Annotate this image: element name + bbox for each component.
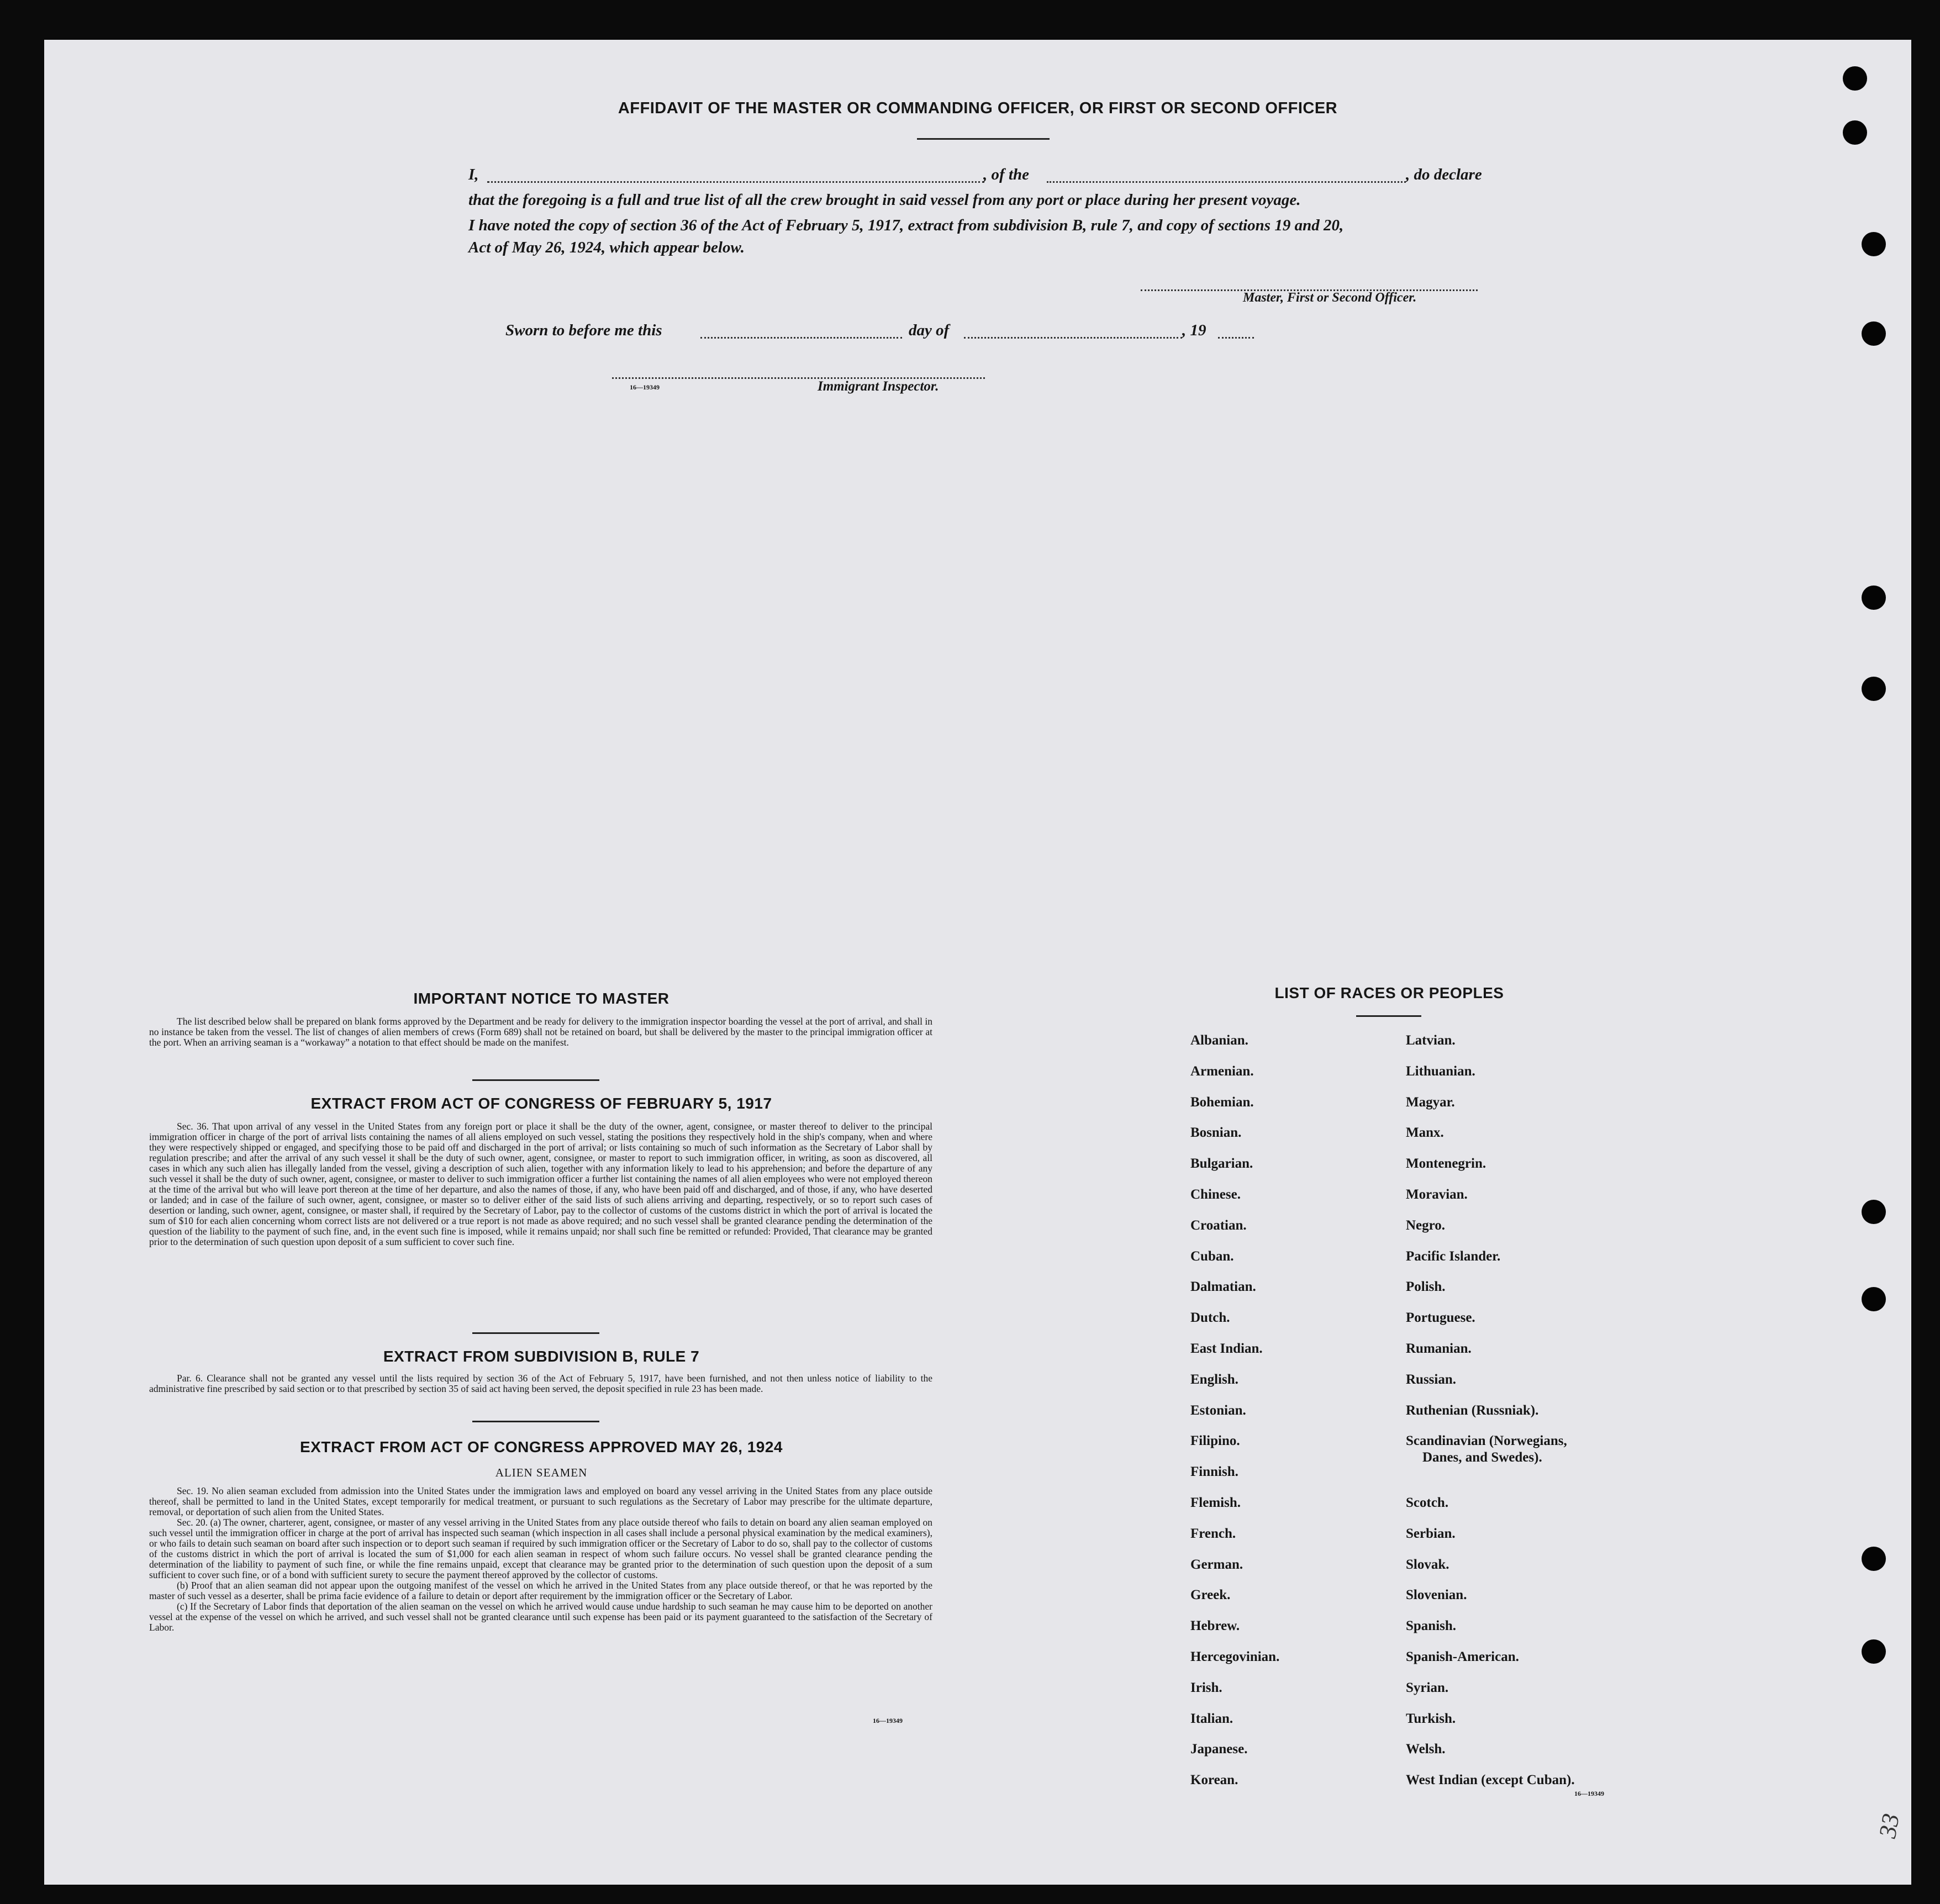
race-item: Pacific Islander. [1406,1248,1501,1264]
extract-1917-title: EXTRACT FROM ACT OF CONGRESS OF FEBRUARY 5, 1917 [310,1095,772,1112]
race-item: French. [1190,1526,1236,1541]
race-item: Flemish. [1190,1495,1241,1510]
race-item: Spanish. [1406,1618,1457,1634]
sec-19-text: Sec. 19. No alien seaman excluded from admission into the United States under the immigration laws and employed on board any vessel arriving in the United States from any place outside thereof, shall be permitted to land in the United States, except temporarily for medical treatment, or pursuant to such regulations as the Secretary of Labor may prescribe for the ultimate departure, removal, or deportation of such alien from the United States. [149,1485,932,1517]
race-item: Hebrew. [1190,1618,1240,1634]
race-item: Spanish-American. [1406,1649,1519,1664]
races-title: LIST OF RACES OR PEOPLES [1274,984,1504,1001]
extract-1917-body: Sec. 36. That upon arrival of any vessel in the United States from any foreign port or place it shall be the duty of the owner, agent, consignee, or master thereof to deliver to the principal immigration officer in charge of the port of arrival lists containing the names of all aliens employed on such vessel, stating the positions they respectively hold in the ship's company, when and where they were respectively shipped or engaged, and specifying those to be paid off and discharged in the port of arrival; or lists containing so much of such information as the Secretary of Labor shall by regulation prescribe; and after the arrival of any such vessel it shall be the duty of such owner, agent, consignee, or master to report to such immigration officer, in writing, as soon as discovered, all cases in which any such alien has illegally landed from the vessel, giving a description of such alien, together with any information likely to lead to his apprehension; and before the departure of any such vessel it shall be the duty of such owner, agent, consignee, or master to deliver to such immigration officer a further list containing the names of all alien employees who were not employed thereon at the time of the arrival but who will leave port thereon at the time of her departure, and also the names of those, if any, who have been paid off and discharged, and of those, if any, who have deserted or landed; and in case of the failure of such owner, agent, consignee, or master so to deliver either of the said lists of such aliens arriving and departing, respectively, or so to report such cases of desertion or landing, such owner, agent, consignee, or master shall, if required by the Secretary of Labor, pay to the collector of customs of the customs district in which the port of arrival is located the sum of $10 for each alien concerning whom correct lists are not delivered or a true report is not made as above required; and no such vessel shall be granted clearance pending the determination of the question of the liability to the payment of such fine, and, in the event such fine is imposed, while it remains unpaid; nor shall such fine be remitted or refunded: Provided, That clearance may be granted prior to the determination of such question upon deposit of a sum sufficient to cover such fine. [149,1121,932,1247]
race-item: Dalmatian. [1190,1279,1256,1295]
race-item: Magyar. [1406,1094,1455,1110]
race-item: Danes, and Swedes). [1422,1450,1542,1465]
race-item: Albanian. [1190,1033,1248,1048]
race-item: Bosnian. [1190,1125,1242,1141]
race-item: Estonian. [1190,1402,1246,1418]
divider [917,138,1050,140]
binder-hole [1843,66,1867,91]
divider [472,1332,599,1334]
race-item: German. [1190,1557,1243,1572]
binder-hole [1862,321,1886,346]
sec-20c-text: (c) If the Secretary of Labor finds that deportation of the alien seaman on the vessel on which he arrived would cause undue hardship to such seaman he may cause him to be deported on another vessel at the expense of the vessel on which he arrived, and such vessel shall not be granted clearance until such expense has been paid or its payment guaranteed to the satisfaction of the Secretary of Labor. [149,1601,932,1633]
master-caption: Master, First or Second Officer. [1243,291,1417,305]
race-item: Dutch. [1190,1310,1230,1326]
race-item: Scotch. [1406,1495,1449,1510]
race-item: Syrian. [1406,1680,1449,1695]
race-item: Cuban. [1190,1248,1234,1264]
race-item: Portuguese. [1406,1310,1475,1326]
binder-hole [1862,1287,1886,1311]
affidavit-line-3: Act of May 26, 1924, which appear below. [468,239,745,256]
binder-hole [1862,1639,1886,1664]
divider [472,1421,599,1422]
race-item: Armenian. [1190,1063,1254,1079]
sec-20a-text: Sec. 20. (a) The owner, charterer, agent, consignee, or master of any vessel arriving in the United States from any place outside thereof who fails to detain on board any alien seaman employed on such vessel until the immigration officer in charge at the port of arrival has inspected such seaman (which inspection in all cases shall include a personal physical examination by the medical examiners), or who fails to detain such seaman on board after such inspection or to deport such seaman if required by such immigration officer or the Secretary of Labor to do so, shall pay to the collector of customs of the customs district in which the port of arrival is located the sum of $1,000 for each alien seaman in respect of whom such failure occurs. No vessel shall be granted clearance pending the determination of the liability to payment of such fine, or while the fine remains unpaid, except that clearance may be granted prior to the determination of such question upon the deposit of a sum sufficient to cover such fine, or of a bond with sufficient surety to secure the payment thereof approved by the collector of customs. [149,1517,932,1580]
race-item: Serbian. [1406,1526,1456,1541]
divider [472,1079,599,1081]
race-item: Italian. [1190,1711,1233,1726]
race-item: Chinese. [1190,1187,1241,1202]
binder-hole [1862,232,1886,256]
race-item: Filipino. [1190,1433,1240,1449]
race-item: Negro. [1406,1217,1446,1233]
subdivision-body: Par. 6. Clearance shall not be granted any vessel until the lists required by section 36 of the Act of February 5, 1917, have been furnished, and not then unless notice of liability to the administrative fine prescribed by said section or to that prescribed by section 35 of said act having been served, the deposit specified in rule 23 has been made. [149,1373,932,1394]
extract-1924-title: EXTRACT FROM ACT OF CONGRESS APPROVED MAY 26, 1924 [300,1438,783,1455]
master-signature-line[interactable] [1141,279,1478,291]
race-item: Irish. [1190,1680,1222,1695]
affidavit-i-label: I, [468,166,479,183]
form-number: 16—19349 [630,383,660,391]
race-item: Welsh. [1406,1742,1446,1757]
year-blank[interactable] [1218,321,1254,339]
race-item: Moravian. [1406,1187,1468,1202]
form-number: 16—19349 [1574,1790,1604,1797]
alien-seamen-subtitle: ALIEN SEAMEN [495,1466,588,1479]
race-item: Greek. [1190,1587,1231,1603]
race-item: Russian. [1406,1372,1457,1387]
affidavit-of-the: , of the [983,166,1029,183]
extract-1924-body [149,1486,932,1633]
divider [1356,1015,1421,1017]
race-item: Lithuanian. [1406,1063,1475,1079]
race-item: Latvian. [1406,1033,1456,1048]
race-item: West Indian (except Cuban). [1406,1773,1575,1788]
race-item: Slovak. [1406,1557,1449,1572]
name-blank[interactable] [487,166,984,183]
race-item: East Indian. [1190,1341,1263,1356]
binder-hole [1862,1547,1886,1571]
race-item: Ruthenian (Russniak). [1406,1402,1539,1418]
sworn-month-blank[interactable] [964,321,1182,339]
race-item: Montenegrin. [1406,1156,1486,1172]
race-item: Bohemian. [1190,1094,1254,1110]
race-item: Rumanian. [1406,1341,1472,1356]
vessel-blank[interactable] [1047,166,1406,183]
affidavit-title: AFFIDAVIT OF THE MASTER OR COMMANDING OFFICER, OR FIRST OR SECOND OFFICER [618,99,1338,117]
margin-number: 33 [1874,1811,1905,1840]
inspector-signature-line[interactable] [612,367,985,379]
subdivision-title: EXTRACT FROM SUBDIVISION B, RULE 7 [383,1348,700,1365]
race-item: Slovenian. [1406,1587,1467,1603]
binder-hole [1862,677,1886,701]
notice-title: IMPORTANT NOTICE TO MASTER [413,990,669,1007]
race-item: Croatian. [1190,1217,1247,1233]
form-number: 16—19349 [873,1717,903,1724]
notice-body: The list described below shall be prepared on blank forms approved by the Department and be ready for delivery to the immigration inspector boarding the vessel at the port of arrival, and shall in no instance be taken from the vessel. The list of changes of alien members of crews (Form 689) shall not be retained on board, but shall be delivered by the master to the principal immigration officer at the port. When an arriving seaman is a “workaway” a notation to that effect should be made on the manifest. [149,1016,932,1048]
race-item: Hercegovinian. [1190,1649,1280,1664]
binder-hole [1862,586,1886,610]
race-item: Bulgarian. [1190,1156,1253,1172]
race-item: Turkish. [1406,1711,1456,1726]
affidavit-line-1: that the foregoing is a full and true list of all the crew brought in said vessel from any port or place during her present voyage. [468,191,1301,209]
race-item: Scandinavian (Norwegians, [1406,1433,1567,1449]
year-label: , 19 [1182,321,1206,339]
inspector-caption: Immigrant Inspector. [818,379,939,394]
sec-20b-text: (b) Proof that an alien seaman did not appear upon the outgoing manifest of the vessel on which he arrived in the United States from any place outside thereof, or that he was reported by the master of such vessel as a deserter, shall be prima facie evidence of a failure to detain or deport after requirement by the immigration officer or the Secretary of Labor. [149,1580,932,1601]
binder-hole [1843,120,1867,145]
race-item: Japanese. [1190,1742,1248,1757]
sworn-day-blank[interactable] [700,321,902,339]
race-item: English. [1190,1372,1238,1387]
binder-hole [1862,1200,1886,1224]
race-item: Korean. [1190,1773,1238,1788]
race-item: Manx. [1406,1125,1444,1141]
affidavit-line-2: I have noted the copy of section 36 of the Act of February 5, 1917, extract from subdivision B, rule 7, and copy of sections 19 and 20, [468,217,1344,234]
race-item: Polish. [1406,1279,1446,1295]
race-item: Finnish. [1190,1464,1238,1480]
sworn-label: Sworn to before me this [505,321,662,339]
day-of-label: day of [909,321,950,339]
affidavit-do-declare: , do declare [1406,166,1482,183]
